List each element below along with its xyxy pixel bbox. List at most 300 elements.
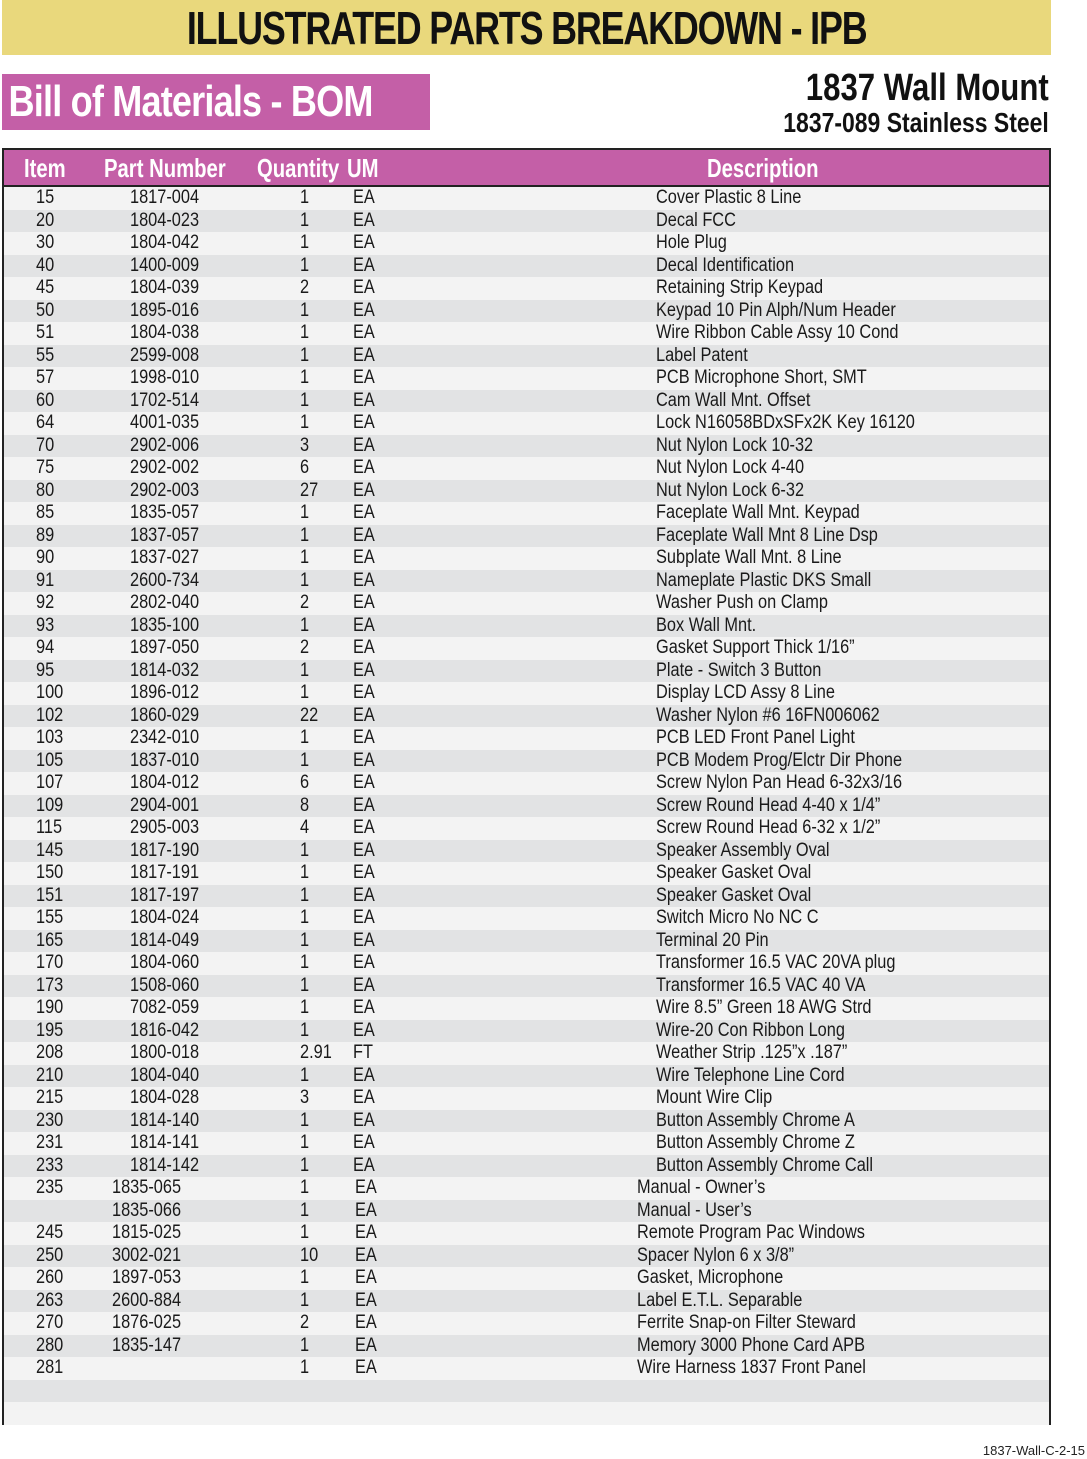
cell-part-number: 1837-057 [130,524,200,546]
cell-item: 263 [36,1289,64,1311]
cell-description: Washer Push on Clamp [656,592,828,613]
cell-item: 70 [36,434,55,456]
cell-description: Display LCD Assy 8 Line [656,682,835,703]
cell-quantity: 1 [300,749,310,771]
cell-part-number: 1860-029 [130,704,200,726]
cell-description: Transformer 16.5 VAC 40 VA [656,974,866,996]
cell-quantity: 1 [300,659,310,681]
cell-part-number: 2902-003 [130,479,200,501]
cell-item: 233 [36,1154,64,1176]
cell-description: Terminal 20 Pin [656,929,769,951]
cell-description: Manual - Owner’s [637,1177,766,1198]
cell-item: 250 [36,1244,64,1266]
table-row [4,480,1049,503]
cell-description: Keypad 10 Pin Alph/Num Header [656,299,896,321]
cell-description: Weather Strip .125”x .187” [656,1042,848,1063]
table-row [4,322,1049,345]
cell-item: 64 [36,412,55,433]
cell-part-number: 2905-003 [130,817,200,838]
cell-um: EA [355,1334,377,1356]
table-row [4,907,1049,930]
cell-item: 105 [36,749,64,771]
cell-quantity: 1 [300,1064,310,1086]
cell-quantity: 1 [300,1177,310,1198]
cell-quantity: 1 [300,997,310,1018]
cell-part-number: 1817-197 [130,884,200,906]
cell-description: Screw Round Head 6-32 x 1/2” [656,817,881,838]
table-row [4,1020,1049,1043]
cell-item: 80 [36,479,55,501]
table-row [4,502,1049,525]
table-row [4,435,1049,458]
table-row [4,1312,1049,1335]
cell-um: EA [353,907,375,928]
header-um: UM [347,153,379,183]
cell-um: EA [353,547,375,568]
table-row [4,1222,1049,1245]
cell-quantity: 1 [300,389,310,411]
cell-item: 89 [36,524,55,546]
table-row [4,840,1049,863]
cell-item: 281 [36,1357,64,1378]
bom-label: Bill of Materials - BOM [8,77,373,126]
cell-um: EA [353,884,375,906]
cell-item: 115 [36,817,63,838]
cell-quantity: 1 [300,367,310,388]
cell-part-number: 1804-040 [130,1064,200,1086]
cell-quantity: 1 [300,1334,310,1356]
cell-description: Label E.T.L. Separable [637,1289,803,1311]
cell-um: EA [353,952,375,973]
cell-quantity: 1 [300,884,310,906]
cell-quantity: 1 [300,502,310,523]
cell-item: 245 [36,1222,64,1243]
cell-item: 190 [36,997,64,1018]
cell-part-number: 2902-002 [130,457,200,478]
cell-um: EA [353,1109,375,1131]
cell-um: EA [355,1289,377,1311]
cell-part-number: 1816-042 [130,1019,200,1041]
cell-part-number: 1814-140 [130,1109,200,1131]
cell-quantity: 1 [300,907,310,928]
cell-um: EA [353,817,375,838]
cell-um: EA [355,1244,377,1266]
cell-um: EA [353,254,375,276]
cell-part-number: 1817-004 [130,187,200,208]
cell-description: Button Assembly Chrome Z [656,1132,855,1153]
cell-part-number: 1837-010 [130,749,200,771]
cell-item: 235 [36,1177,64,1198]
cell-description: PCB Microphone Short, SMT [656,367,867,388]
cell-um: EA [353,479,375,501]
cell-um: EA [353,389,375,411]
ipb-banner [2,0,1051,55]
cell-description: Decal Identification [656,254,795,276]
table-row [4,1087,1049,1110]
cell-description: Gasket, Microphone [637,1267,784,1288]
cell-item: 20 [36,209,55,231]
cell-um: EA [353,997,375,1018]
cell-description: Mount Wire Clip [656,1087,773,1108]
cell-description: PCB Modem Prog/Elctr Dir Phone [656,749,903,771]
table-row [4,525,1049,548]
cell-quantity: 1 [300,862,310,883]
cell-part-number: 1702-514 [130,389,200,411]
table-row [4,660,1049,683]
header-quantity: Quantity [257,153,340,183]
cell-um: EA [353,569,375,591]
cell-um: EA [353,704,375,726]
table-row [4,412,1049,435]
cell-item: 50 [36,299,55,321]
cell-part-number: 2802-040 [130,592,200,613]
cell-description: Switch Micro No NC C [656,907,819,928]
cell-quantity: 1 [300,322,310,343]
cell-part-number: 1804-028 [130,1087,200,1108]
cell-description: Nut Nylon Lock 6-32 [656,479,805,501]
cell-quantity: 1 [300,299,310,321]
cell-part-number: 1897-053 [112,1267,182,1288]
table-row [4,345,1049,368]
cell-description: Nut Nylon Lock 4-40 [656,457,805,478]
cell-part-number: 1817-190 [130,839,200,861]
table-row [4,750,1049,773]
cell-part-number: 2599-008 [130,344,200,366]
cell-item: 57 [36,367,55,388]
table-row [4,1357,1049,1380]
cell-part-number: 1835-066 [112,1199,182,1221]
table-row [4,772,1049,795]
table-row [4,547,1049,570]
cell-quantity: 1 [300,547,310,568]
table-row [4,300,1049,323]
table-row [4,637,1049,660]
cell-quantity: 3 [300,1087,310,1108]
cell-part-number: 7082-059 [130,997,200,1018]
cell-um: EA [353,322,375,343]
cell-quantity: 6 [300,772,310,793]
cell-item: 102 [36,704,64,726]
cell-quantity: 1 [300,839,310,861]
cell-quantity: 1 [300,1289,310,1311]
cell-description: Retaining Strip Keypad [656,277,824,298]
cell-item: 150 [36,862,64,883]
cell-um: EA [353,682,375,703]
cell-quantity: 10 [300,1244,319,1266]
cell-item: 260 [36,1267,64,1288]
cell-um: EA [353,457,375,478]
cell-um: EA [353,659,375,681]
bom-table [2,148,1051,1425]
cell-part-number: 4001-035 [130,412,200,433]
cell-quantity: 1 [300,974,310,996]
cell-part-number: 1814-049 [130,929,200,951]
cell-item: 103 [36,727,64,748]
cell-part-number: 1835-100 [130,614,200,636]
cell-part-number: 1400-009 [130,254,200,276]
cell-quantity: 1 [300,209,310,231]
model-name: 1837 Wall Mount [806,67,1049,109]
cell-part-number: 1804-024 [130,907,200,928]
cell-item: 151 [36,884,64,906]
cell-part-number: 1508-060 [130,974,200,996]
header-description: Description [707,153,819,183]
cell-um: EA [353,929,375,951]
table-row [4,1110,1049,1133]
cell-item: 95 [36,659,55,681]
table-row [4,930,1049,953]
cell-part-number: 2600-734 [130,569,200,591]
cell-item: 90 [36,547,55,568]
cell-description: PCB LED Front Panel Light [656,727,855,748]
cell-description: Wire Telephone Line Cord [656,1064,845,1086]
cell-um: EA [355,1312,377,1333]
cell-item: 170 [36,952,64,973]
table-row [4,817,1049,840]
cell-quantity: 1 [300,614,310,636]
cell-um: FT [353,1042,373,1063]
cell-part-number: 1895-016 [130,299,200,321]
cell-description: Cover Plastic 8 Line [656,187,802,208]
cell-item: 155 [36,907,64,928]
cell-um: EA [353,187,375,208]
cell-quantity: 27 [300,479,319,501]
cell-um: EA [355,1199,377,1221]
cell-part-number: 2904-001 [130,794,200,816]
cell-um: EA [353,299,375,321]
table-row [4,975,1049,998]
cell-quantity: 1 [300,232,310,253]
table-row [4,592,1049,615]
table-row [4,1290,1049,1313]
cell-item: 210 [36,1064,64,1086]
table-row [4,885,1049,908]
cell-um: EA [353,1064,375,1086]
document-code: 1837-Wall-C-2-15 [982,1443,1085,1458]
cell-part-number: 1815-025 [112,1222,182,1243]
header-part-number: Part Number [104,153,226,183]
cell-description: Speaker Gasket Oval [656,862,812,883]
cell-description: Decal FCC [656,209,736,231]
cell-quantity: 1 [300,1109,310,1131]
cell-description: Memory 3000 Phone Card APB [637,1334,865,1356]
cell-part-number: 1814-032 [130,659,200,681]
cell-quantity: 8 [300,794,310,816]
cell-description: Wire 8.5” Green 18 AWG Strd [656,997,872,1018]
cell-um: EA [355,1357,377,1378]
cell-item: 30 [36,232,55,253]
cell-um: EA [353,232,375,253]
cell-description: Faceplate Wall Mnt 8 Line Dsp [656,524,878,546]
cell-part-number: 1896-012 [130,682,200,703]
cell-description: Screw Nylon Pan Head 6-32x3/16 [656,772,903,793]
table-row [4,1155,1049,1178]
cell-quantity: 1 [300,254,310,276]
cell-item: 195 [36,1019,64,1041]
cell-part-number: 2600-884 [112,1289,182,1311]
cell-quantity: 2 [300,637,310,658]
table-row [4,997,1049,1020]
table-row [4,1245,1049,1268]
cell-description: Wire Ribbon Cable Assy 10 Cond [656,322,899,343]
table-row [4,1402,1049,1425]
cell-quantity: 1 [300,1154,310,1176]
cell-part-number: 1817-191 [130,862,200,883]
table-row [4,210,1049,233]
cell-part-number: 1835-065 [112,1177,182,1198]
cell-quantity: 1 [300,727,310,748]
cell-item: 51 [36,322,55,343]
cell-um: EA [355,1222,377,1243]
cell-description: Speaker Gasket Oval [656,884,812,906]
model-heading [725,68,1049,138]
table-row [4,1177,1049,1200]
cell-item: 173 [36,974,64,996]
cell-um: EA [353,794,375,816]
cell-quantity: 1 [300,1199,310,1221]
cell-item: 215 [36,1087,64,1108]
cell-part-number: 1804-023 [130,209,200,231]
table-header [4,150,1049,187]
cell-part-number: 2902-006 [130,434,200,456]
cell-item: 94 [36,637,55,658]
cell-item: 85 [36,502,55,523]
cell-description: Button Assembly Chrome A [656,1109,855,1131]
cell-quantity: 1 [300,412,310,433]
cell-description: Plate - Switch 3 Button [656,659,822,681]
cell-um: EA [353,974,375,996]
cell-item: 208 [36,1042,64,1063]
cell-um: EA [353,524,375,546]
cell-um: EA [353,772,375,793]
cell-um: EA [353,839,375,861]
table-row [4,367,1049,390]
cell-description: Lock N16058BDxSFx2K Key 16120 [656,412,915,433]
cell-um: EA [353,614,375,636]
table-row [4,570,1049,593]
cell-item: 91 [36,569,55,591]
cell-description: Screw Round Head 4-40 x 1/4” [656,794,881,816]
cell-description: Ferrite Snap-on Filter Steward [637,1312,856,1333]
cell-um: EA [353,749,375,771]
cell-part-number: 1804-039 [130,277,200,298]
table-row [4,952,1049,975]
table-row [4,615,1049,638]
table-row [4,1065,1049,1088]
cell-description: Nut Nylon Lock 10-32 [656,434,814,456]
cell-item: 60 [36,389,55,411]
cell-quantity: 1 [300,187,310,208]
cell-part-number: 1876-025 [112,1312,182,1333]
table-body [4,187,1049,1425]
table-row [4,1267,1049,1290]
cell-description: Transformer 16.5 VAC 20VA plug [656,952,896,973]
cell-item: 165 [36,929,64,951]
cell-item: 230 [36,1109,64,1131]
cell-um: EA [353,1154,375,1176]
cell-um: EA [353,862,375,883]
cell-quantity: 1 [300,1357,310,1378]
table-row [4,187,1049,210]
cell-um: EA [353,277,375,298]
cell-part-number: 1804-012 [130,772,200,793]
cell-quantity: 2 [300,277,310,298]
table-row [4,705,1049,728]
cell-um: EA [353,1019,375,1041]
cell-um: EA [355,1177,377,1198]
cell-part-number: 1804-038 [130,322,200,343]
cell-quantity: 1 [300,569,310,591]
cell-quantity: 2 [300,1312,310,1333]
cell-part-number: 1998-010 [130,367,200,388]
cell-quantity: 3 [300,434,310,456]
cell-description: Wire-20 Con Ribbon Long [656,1019,845,1041]
cell-um: EA [355,1267,377,1288]
cell-item: 15 [36,187,55,208]
table-row [4,682,1049,705]
table-row [4,457,1049,480]
table-row [4,862,1049,885]
cell-item: 55 [36,344,55,366]
cell-description: Label Patent [656,344,748,366]
cell-quantity: 1 [300,952,310,973]
cell-description: Box Wall Mnt. [656,614,757,636]
cell-quantity: 6 [300,457,310,478]
cell-um: EA [353,344,375,366]
cell-description: Spacer Nylon 6 x 3/8” [637,1244,795,1266]
cell-description: Button Assembly Chrome Call [656,1154,874,1176]
table-row [4,390,1049,413]
cell-description: Washer Nylon #6 16FN006062 [656,704,880,726]
cell-quantity: 2 [300,592,310,613]
cell-part-number: 1814-141 [130,1132,200,1153]
cell-item: 75 [36,457,55,478]
table-row [4,727,1049,750]
cell-item: 92 [36,592,55,613]
cell-um: EA [353,434,375,456]
cell-quantity: 1 [300,344,310,366]
cell-item: 100 [36,682,64,703]
cell-quantity: 1 [300,524,310,546]
cell-part-number: 1804-060 [130,952,200,973]
cell-part-number: 1837-027 [130,547,200,568]
cell-item: 280 [36,1334,64,1356]
cell-um: EA [353,637,375,658]
cell-quantity: 22 [300,704,319,726]
cell-part-number: 1897-050 [130,637,200,658]
cell-part-number: 1835-147 [112,1334,182,1356]
bom-label-box [2,74,430,130]
cell-quantity: 1 [300,1222,310,1243]
table-row [4,255,1049,278]
cell-um: EA [353,1132,375,1153]
cell-quantity: 1 [300,682,310,703]
cell-description: Faceplate Wall Mnt. Keypad [656,502,860,523]
cell-um: EA [353,592,375,613]
ipb-title: ILLUSTRATED PARTS BREAKDOWN - IPB [186,1,867,54]
cell-part-number: 1800-018 [130,1042,200,1063]
cell-part-number: 1804-042 [130,232,200,253]
table-row [4,1380,1049,1403]
cell-quantity: 2.91 [300,1042,332,1063]
cell-description: Hole Plug [656,232,727,253]
cell-item: 145 [36,839,64,861]
cell-item: 40 [36,254,55,276]
table-row [4,1200,1049,1223]
cell-um: EA [353,209,375,231]
cell-item: 231 [36,1132,64,1153]
cell-item: 45 [36,277,55,298]
